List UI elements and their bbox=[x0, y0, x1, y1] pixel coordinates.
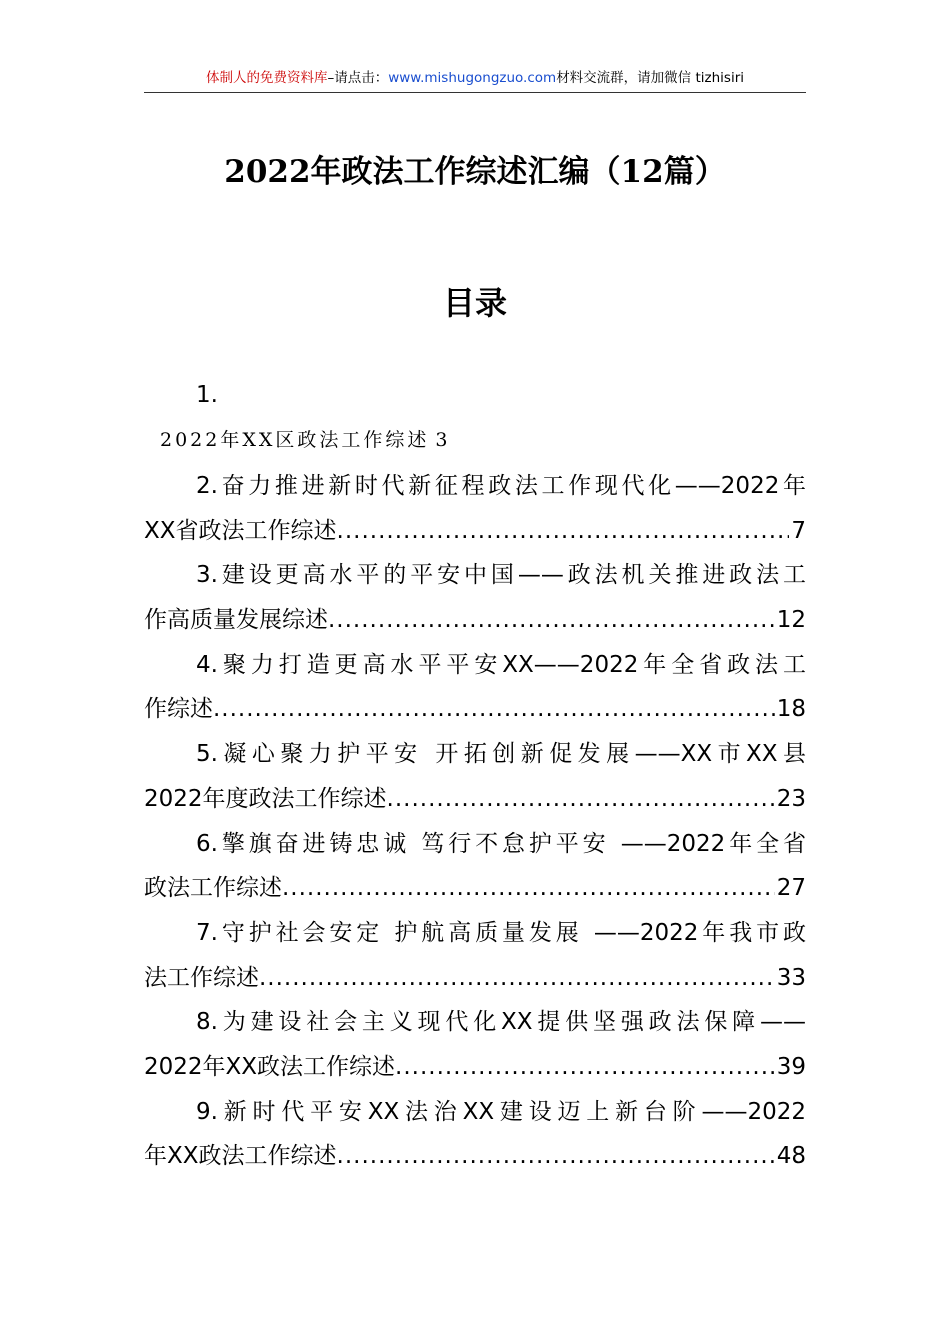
toc-entry-page: 39 bbox=[776, 1054, 806, 1081]
toc-leader-dots bbox=[328, 598, 775, 643]
toc-entry-page: 33 bbox=[776, 964, 806, 991]
toc-leader-dots bbox=[387, 777, 775, 822]
toc-leader-dots bbox=[337, 509, 790, 554]
header-divider bbox=[144, 92, 806, 93]
toc-item-1[interactable] bbox=[160, 426, 451, 454]
toc-leader-dots bbox=[213, 687, 775, 732]
toc-list bbox=[144, 464, 806, 1179]
toc-entry-line1: 2.奋力推进新时代新征程政法工作现代化——2022年 bbox=[196, 473, 806, 499]
toc-entry-page: 23 bbox=[776, 785, 806, 812]
header-prompt: –请点击： bbox=[327, 70, 389, 86]
toc-entry-page: 27 bbox=[776, 875, 806, 902]
toc-entry[interactable] bbox=[144, 553, 806, 642]
toc-entry-line2: 作综述 bbox=[144, 696, 213, 723]
toc-entry-line1: 7.守护社会安定 护航高质量发展 ——2022年我市政 bbox=[196, 919, 806, 946]
toc-entry-line1: 5.凝心聚力护平安 开拓创新促发展——XX市XX县 bbox=[196, 741, 806, 768]
header-brand: 体制人的免费资料库 bbox=[205, 70, 328, 86]
toc-leader-dots bbox=[337, 1134, 775, 1179]
toc-entry-page: 12 bbox=[776, 607, 806, 634]
toc-entry-line1: 8.为建设社会主义现代化XX提供坚强政法保障—— bbox=[196, 1009, 806, 1036]
toc-item-1-title: 2022年XX区政法工作综述 bbox=[160, 429, 430, 451]
toc-entry-line2: 政法工作综述 bbox=[144, 875, 282, 902]
toc-entry-line2: 年XX政法工作综述 bbox=[144, 1143, 337, 1170]
toc-leader-dots bbox=[395, 1045, 775, 1090]
toc-entry-line2: 法工作综述 bbox=[144, 964, 259, 991]
toc-item-1-page: 3 bbox=[435, 429, 451, 451]
toc-entry-page: 18 bbox=[776, 696, 806, 723]
toc-entry[interactable] bbox=[144, 911, 806, 1000]
header-tail: 材料交流群，请加微信 tizhisiri bbox=[556, 70, 745, 86]
header-banner bbox=[144, 68, 806, 88]
toc-entry-page: 7 bbox=[791, 517, 806, 544]
toc-entry-line1: 9.新时代平安XX法治XX建设迈上新台阶——2022 bbox=[196, 1098, 806, 1125]
toc-heading: 目录 bbox=[442, 284, 507, 322]
toc-entry[interactable] bbox=[144, 1090, 806, 1179]
document-title: 2022年政法工作综述汇编（12篇） bbox=[224, 154, 726, 190]
toc-entry-line2: XX省政法工作综述 bbox=[144, 517, 337, 544]
toc-entry-line1: 4.聚力打造更高水平平安XX——2022年全省政法工 bbox=[196, 651, 806, 678]
toc-entry[interactable] bbox=[144, 822, 806, 911]
toc-entry-line2: 2022年度政法工作综述 bbox=[144, 785, 387, 812]
toc-entry-line2: 作高质量发展综述 bbox=[144, 607, 328, 634]
toc-item-1-number: 1. bbox=[196, 382, 218, 408]
toc-entry[interactable] bbox=[144, 1000, 806, 1089]
toc-entry-line1: 3.建设更高水平的平安中国——政法机关推进政法工 bbox=[196, 562, 806, 589]
header-link[interactable]: www.mishugongzuo.com bbox=[388, 70, 557, 86]
toc-leader-dots bbox=[259, 956, 775, 1001]
toc-entry[interactable] bbox=[144, 732, 806, 821]
toc-entry[interactable] bbox=[144, 464, 806, 553]
toc-leader-dots bbox=[282, 866, 775, 911]
toc-entry[interactable] bbox=[144, 643, 806, 732]
toc-entry-line2: 2022年XX政法工作综述 bbox=[144, 1054, 396, 1081]
toc-entry-page: 48 bbox=[776, 1143, 806, 1170]
toc-entry-line1: 6.擎旗奋进铸忠诚 笃行不怠护平安 ——2022年全省 bbox=[196, 830, 806, 857]
